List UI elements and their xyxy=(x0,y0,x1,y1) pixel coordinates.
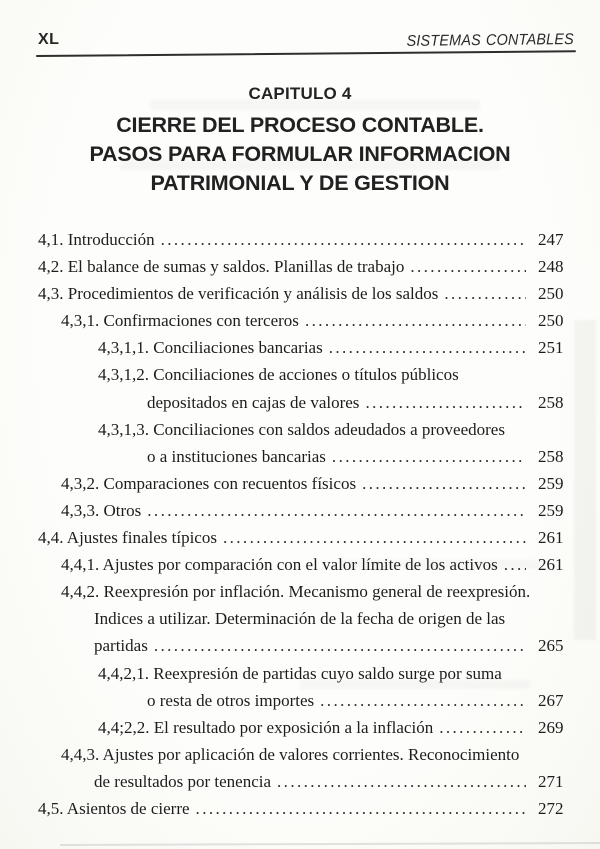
toc-row xyxy=(38,226,572,253)
toc-leader-dots xyxy=(147,497,526,524)
toc-row xyxy=(38,687,572,714)
toc-entry-text: o resta de otros importes xyxy=(147,690,315,710)
toc-leader-dots xyxy=(223,524,526,551)
folio-page-number: XL xyxy=(38,31,60,48)
toc-leader-dots xyxy=(154,632,526,659)
chapter-title-line-1: CIERRE DEL PROCESO CONTABLE. xyxy=(116,113,484,137)
running-header xyxy=(38,31,574,49)
chapter-title-line-2: PASOS PARA FORMULAR INFORMACION xyxy=(89,142,511,166)
toc-page-number: 259 xyxy=(538,473,564,493)
toc-row xyxy=(38,280,572,307)
toc-row xyxy=(38,795,572,822)
toc-entry-text: 4,4,2. Reexpresión por inflación. Mecanismo general de reexpresión. xyxy=(61,582,531,602)
toc-list xyxy=(38,226,572,822)
toc-page-number: 259 xyxy=(538,500,564,520)
toc-leader-dots xyxy=(410,253,526,280)
toc-row xyxy=(38,470,572,497)
toc-row xyxy=(38,307,572,334)
toc-page-number: 269 xyxy=(538,717,564,737)
toc-page-number: 247 xyxy=(538,230,564,249)
scan-bottom-edge xyxy=(60,842,600,846)
toc-entry-text: 4,4. Ajustes finales típicos xyxy=(38,528,217,548)
toc-page-number: 261 xyxy=(538,555,564,575)
toc-entry-text: depositados en cajas de valores xyxy=(147,392,360,412)
toc-entry-text: 4,1. Introducción xyxy=(38,230,155,249)
toc-row xyxy=(38,443,572,470)
toc-entry-text: 4,4;2,2. El resultado por exposición a la inflación xyxy=(98,717,434,737)
toc-entry-text: 4,2. El balance de sumas y saldos. Planillas de trabajo xyxy=(38,257,405,277)
toc-page-number: 265 xyxy=(538,636,564,656)
toc-entry-text: 4,3,1. Confirmaciones con terceros xyxy=(61,311,299,331)
toc-page-number: 258 xyxy=(538,392,564,412)
toc-row xyxy=(38,334,572,361)
toc-leader-dots xyxy=(444,280,526,307)
toc-entry-text: 4,5. Asientos de cierre xyxy=(38,798,190,818)
toc-page-number: 248 xyxy=(538,257,564,277)
running-book-title: SISTEMAS CONTABLES xyxy=(406,31,574,50)
toc-entry-text: 4,4,1. Ajustes por comparación con el valor límite de los activos xyxy=(61,555,498,575)
toc-page-number: 261 xyxy=(538,528,564,548)
toc-row xyxy=(38,416,572,443)
toc-entry-text: 4,3,2. Comparaciones con recuentos físicos xyxy=(61,473,357,493)
toc-entry-text: 4,3,1,3. Conciliaciones con saldos adeudados a proveedores xyxy=(98,419,505,439)
toc-page-number: 258 xyxy=(538,446,564,466)
bleedthrough-artifact xyxy=(574,320,596,640)
toc-leader-dots xyxy=(161,226,526,253)
toc-leader-dots xyxy=(320,687,526,714)
toc-entry-text: 4,3,1,1. Conciliaciones bancarias xyxy=(98,338,323,358)
toc-leader-dots xyxy=(439,714,526,741)
toc-entry-text: Indices a utilizar. Determinación de la fecha de origen de las xyxy=(94,609,506,629)
toc-page-number: 272 xyxy=(538,798,564,818)
toc-entry-text: partidas xyxy=(94,636,148,656)
toc-row xyxy=(38,660,572,687)
toc-row xyxy=(38,551,572,578)
toc-leader-dots xyxy=(365,389,526,416)
toc-row xyxy=(38,714,572,741)
toc-page-number: 250 xyxy=(538,311,564,331)
toc-leader-dots xyxy=(277,768,526,795)
toc-leader-dots xyxy=(196,795,526,822)
toc-row xyxy=(38,605,572,632)
toc-leader-dots xyxy=(504,551,526,578)
toc-row xyxy=(38,741,572,768)
toc-row xyxy=(38,524,572,551)
toc-leader-dots xyxy=(362,470,526,497)
toc-entry-text: 4,3,3. Otros xyxy=(61,500,142,520)
toc-row xyxy=(38,632,572,659)
toc-page-number: 251 xyxy=(538,338,564,358)
toc-row xyxy=(38,768,572,795)
toc-leader-dots xyxy=(305,307,526,334)
toc-entry-text: 4,4,3. Ajustes por aplicación de valores corrientes. Reconocimiento xyxy=(61,744,520,764)
toc-page-number: 271 xyxy=(538,771,564,791)
toc-entry-text: 4,4,2,1. Reexpresión de partidas cuyo saldo surge por suma xyxy=(98,663,502,683)
toc-row xyxy=(38,497,572,524)
toc-row xyxy=(38,253,572,280)
toc-page-number: 250 xyxy=(538,284,564,304)
toc-entry-text: o a instituciones bancarias xyxy=(147,446,326,466)
toc-leader-dots xyxy=(332,443,526,470)
toc-entry-text: 4,3,1,2. Conciliaciones de acciones o títulos públicos xyxy=(98,365,459,385)
toc-entry-text: 4,3. Procedimientos de verificación y análisis de los saldos xyxy=(38,284,439,304)
toc-row xyxy=(38,578,572,605)
toc-leader-dots xyxy=(329,334,526,361)
chapter-kicker: CAPITULO 4 xyxy=(248,84,352,103)
chapter-title xyxy=(0,111,600,198)
chapter-title-line-3: PATRIMONIAL Y DE GESTION xyxy=(150,171,450,195)
toc-row xyxy=(38,361,572,388)
toc-entry-text: de resultados por tenencia xyxy=(94,771,272,791)
header-rule xyxy=(36,50,576,57)
toc-row xyxy=(38,389,572,416)
toc-page-number: 267 xyxy=(538,690,564,710)
